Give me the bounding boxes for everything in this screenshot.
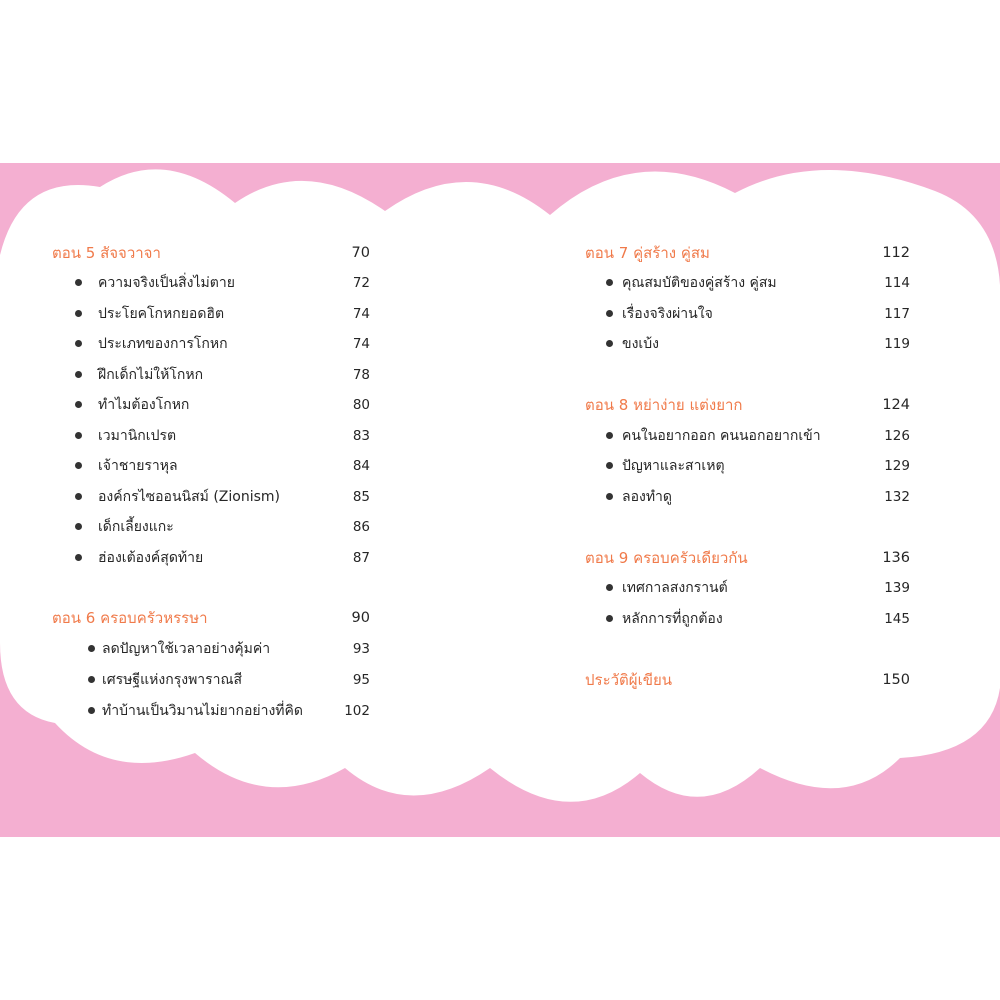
author-biography-heading[interactable]	[585, 668, 910, 692]
page-number: 150	[882, 672, 910, 688]
page-number: 117	[884, 306, 910, 322]
bullet-icon	[75, 432, 82, 439]
toc-item[interactable]	[585, 302, 910, 326]
bullet-icon	[75, 279, 82, 286]
toc-item[interactable]	[585, 607, 910, 631]
toc-item[interactable]	[585, 332, 910, 356]
page-number: 119	[884, 336, 910, 352]
item-title: ขงเบ้ง	[622, 336, 659, 352]
bullet-icon	[606, 432, 613, 439]
item-title: เศรษฐีแห่งกรุงพาราณสี	[102, 672, 243, 688]
item-title: คนในอยากออก คนนอกอยากเข้า	[622, 428, 821, 444]
toc-item[interactable]	[52, 546, 370, 570]
bullet-icon	[75, 523, 82, 530]
bullet-icon	[606, 493, 613, 500]
bullet-icon	[606, 310, 613, 317]
page-number: 84	[352, 458, 370, 474]
page-number: 86	[352, 519, 370, 535]
toc-item[interactable]	[52, 393, 370, 417]
bullet-icon	[88, 676, 95, 683]
item-title: ลองทำดู	[622, 489, 673, 505]
item-title: หลักการที่ถูกต้อง	[622, 611, 723, 627]
toc-item[interactable]	[52, 424, 370, 448]
chapter-8-heading[interactable]	[585, 393, 910, 417]
bullet-icon	[606, 279, 613, 286]
item-title: ประเภทของการโกหก	[98, 336, 228, 352]
item-title: ความจริงเป็นสิ่งไม่ตาย	[98, 275, 235, 291]
chapter-title: ประวัติผู้เขียน	[585, 671, 673, 689]
page-number: 85	[352, 489, 370, 505]
chapter-title: ตอน 6 ครอบครัวหรรษา	[52, 609, 208, 627]
page-number: 80	[352, 397, 370, 413]
page-number: 145	[884, 611, 910, 627]
bullet-icon	[606, 615, 613, 622]
toc-item[interactable]	[585, 271, 910, 295]
page-number: 70	[351, 245, 370, 261]
item-title: เวมานิกเปรต	[98, 428, 177, 444]
item-title: ลดปัญหาใช้เวลาอย่างคุ้มค่า	[102, 641, 271, 657]
toc-item[interactable]	[52, 332, 370, 356]
toc-item[interactable]	[52, 699, 370, 723]
toc-item[interactable]	[585, 454, 910, 478]
bullet-icon	[75, 554, 82, 561]
bullet-icon	[606, 462, 613, 469]
item-title: คุณสมบัติของคู่สร้าง คู่สม	[622, 275, 777, 291]
page-number: 124	[882, 397, 910, 413]
chapter-6-heading[interactable]	[52, 606, 370, 630]
toc-item[interactable]	[52, 363, 370, 387]
item-title: เจ้าชายราหุล	[98, 458, 178, 474]
chapter-title: ตอน 7 คู่สร้าง คู่สม	[585, 244, 710, 262]
bullet-icon	[606, 584, 613, 591]
chapter-title: ตอน 5 สัจจวาจา	[52, 244, 161, 262]
chapter-title: ตอน 8 หย่าง่าย แต่งยาก	[585, 396, 743, 414]
bullet-icon	[88, 707, 95, 714]
page-number: 126	[884, 428, 910, 444]
bullet-icon	[75, 310, 82, 317]
toc-item[interactable]	[52, 515, 370, 539]
toc-item[interactable]	[52, 454, 370, 478]
page-number: 132	[884, 489, 910, 505]
toc-item[interactable]	[52, 637, 370, 661]
page-number: 72	[352, 275, 370, 291]
page-number: 129	[884, 458, 910, 474]
toc-item[interactable]	[585, 485, 910, 509]
toc-panel	[0, 163, 1000, 837]
item-title: ฮ่องเต้องค์สุดท้าย	[98, 550, 204, 566]
toc-item[interactable]	[585, 424, 910, 448]
bullet-icon	[75, 493, 82, 500]
toc-item[interactable]	[585, 576, 910, 600]
item-title: ปัญหาและสาเหตุ	[622, 458, 725, 474]
toc-item[interactable]	[52, 668, 370, 692]
item-title: เด็กเลี้ยงแกะ	[98, 519, 174, 535]
bullet-icon	[75, 340, 82, 347]
item-title: เทศกาลสงกรานต์	[622, 580, 728, 596]
chapter-7-heading[interactable]	[585, 241, 910, 265]
bullet-icon	[606, 340, 613, 347]
chapter-title: ตอน 9 ครอบครัวเดียวกัน	[585, 549, 748, 567]
page-number: 74	[352, 336, 370, 352]
bullet-icon	[75, 401, 82, 408]
page-number: 95	[352, 672, 370, 688]
page-number: 93	[352, 641, 370, 657]
item-title: ทำไมต้องโกหก	[98, 397, 190, 413]
page-number: 78	[352, 367, 370, 383]
page-number: 136	[882, 550, 910, 566]
bullet-icon	[75, 371, 82, 378]
item-title: ฝึกเด็กไม่ให้โกหก	[98, 367, 204, 383]
page-number: 90	[351, 610, 370, 626]
item-title: เรื่องจริงผ่านใจ	[622, 306, 713, 322]
chapter-9-heading[interactable]	[585, 546, 910, 570]
page-number: 102	[344, 703, 370, 719]
page-number: 112	[882, 245, 910, 261]
page-number: 87	[352, 550, 370, 566]
page-number: 74	[352, 306, 370, 322]
item-title: องค์กรไซออนนิสม์ (Zionism)	[98, 489, 280, 505]
page-number: 114	[884, 275, 910, 291]
toc-item[interactable]	[52, 271, 370, 295]
toc-item[interactable]	[52, 485, 370, 509]
bullet-icon	[88, 645, 95, 652]
item-title: ทำบ้านเป็นวิมานไม่ยากอย่างที่คิด	[102, 703, 303, 719]
page-number: 83	[352, 428, 370, 444]
toc-item[interactable]	[52, 302, 370, 326]
item-title: ประโยคโกหกยอดฮิต	[98, 306, 225, 322]
bullet-icon	[75, 462, 82, 469]
page-number: 139	[884, 580, 910, 596]
chapter-5-heading[interactable]	[52, 241, 370, 265]
